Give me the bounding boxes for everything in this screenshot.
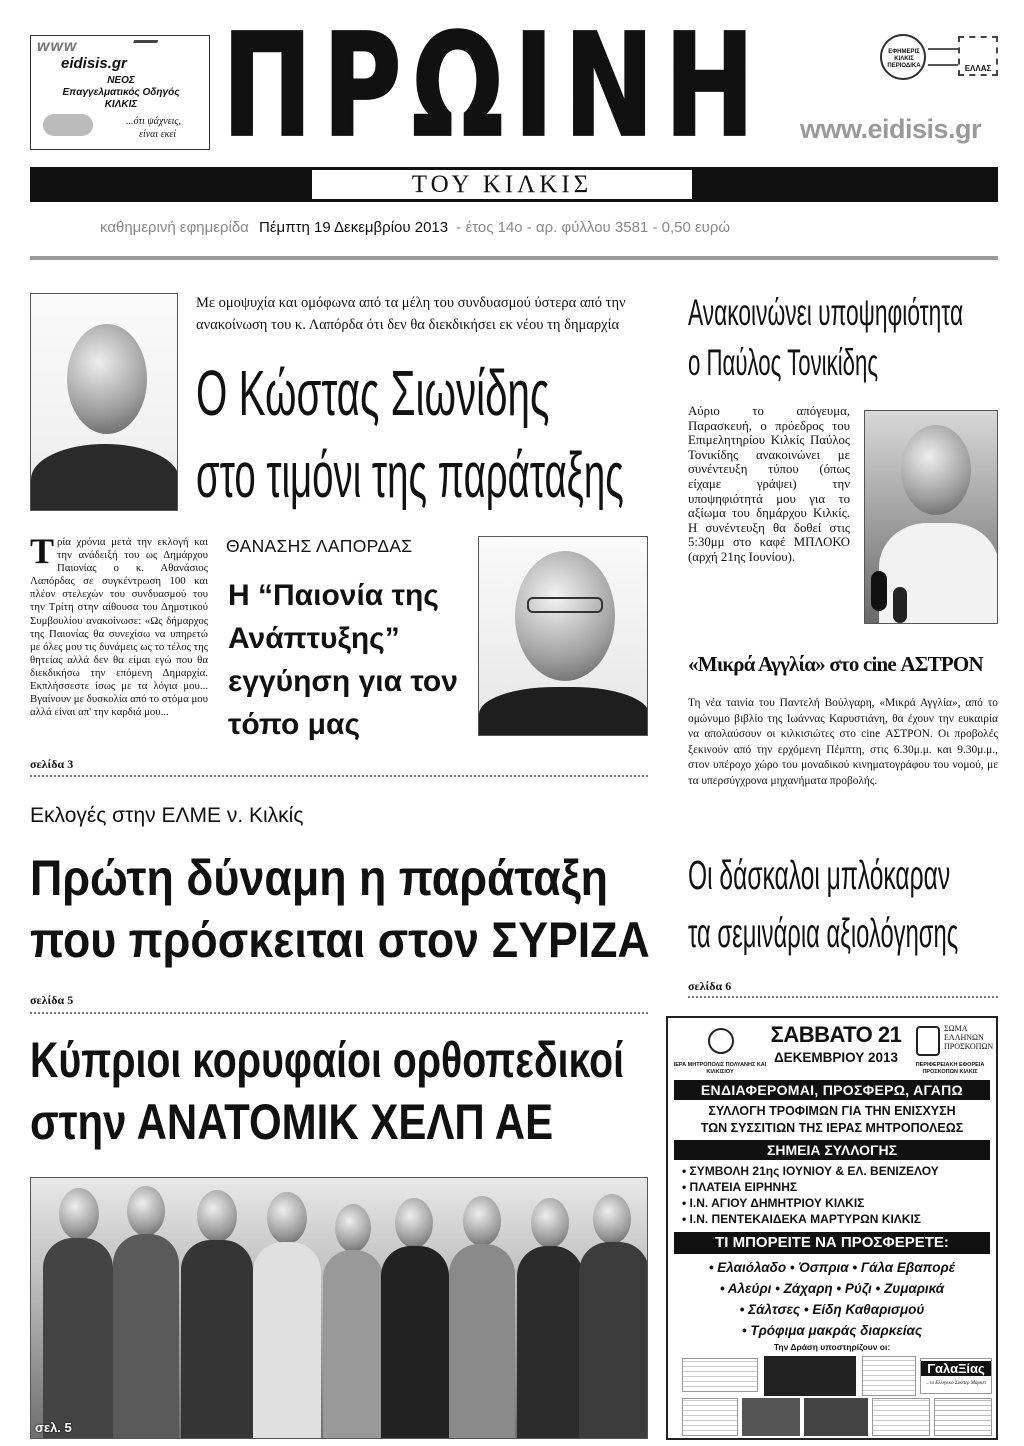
lead-page-ref[interactable]: σελίδα 3 xyxy=(30,757,74,771)
sponsors-label: Την Δράση υποστηρίζουν οι: xyxy=(773,1342,891,1352)
elme-headline-1-text: Πρώτη δύναμη η παράταξη xyxy=(30,850,609,906)
postmark-lines-icon xyxy=(928,48,958,66)
tonikidis-headline-2-text: ο Παύλος Τονικίδης xyxy=(688,342,879,383)
person-4-body xyxy=(253,1242,321,1439)
elme-divider xyxy=(30,1012,648,1014)
lead-body-text: ρία χρόνια μετά την εκλογή και την ανάδειξή του ως Δημάρχου Παιονίας ο κ. Αθανάσιος Λαπόρδας σε συγκέντρωση 100 και πλέον στελεχών του συνδυασμού του την Τρίτη στην αίθουσα του Δημοτικού Συμβουλίου ανακοίνωσε: «Ως δήμαρχος της Παιονίας θα συνεχίσω να υπηρετώ με όλες μου τις δυνάμεις ως το τέλος της θητείας αλλά δεν θα είμαι εγώ που θα διεκδικήσω την επόμενη Δημαρχία. Εκπλήσσεστε ίσως με τα λόγια μου... Βγαίνουν με δυσκολία από το στόμα μου αλλά είναι απ' την καρδιά μου... xyxy=(30,536,208,719)
elme-kicker: Εκλογές στην ΕΛΜΕ ν. Κιλκίς xyxy=(30,804,304,827)
tonikidis-headline-1 xyxy=(688,290,1000,338)
cyprus-headline-2-text: στην ΑΝΑΤΟΜΙΚ ΧΕΛΠ ΑΕ xyxy=(30,1094,554,1150)
offer-line-4: • Τρόφιμα μακράς διαρκείας xyxy=(741,1323,923,1338)
postal-stamp-icon xyxy=(880,34,926,80)
greek-stamp-icon xyxy=(958,36,998,76)
person-8-body xyxy=(517,1246,583,1439)
dateline xyxy=(100,219,960,236)
advert-date-2: ΔΕΚΕΜΒΡΙΟΥ 2013 xyxy=(773,1050,899,1065)
elme-headline-2 xyxy=(30,910,650,970)
person-5-body xyxy=(323,1250,383,1439)
ad-city-label: ΚΙΛΚΙΣ xyxy=(104,99,138,110)
person-3-body xyxy=(181,1240,253,1439)
person-1-body xyxy=(43,1238,113,1439)
sionidis-suit xyxy=(31,444,178,511)
microphone-icon-2 xyxy=(893,587,907,623)
sponsor-logo-1 xyxy=(682,1358,758,1392)
person-9-body xyxy=(579,1242,648,1439)
scouts-label-1: ΣΩΜΑ xyxy=(944,1024,968,1033)
cine-body: Τη νέα ταινία του Παντελή Βούλγαρη, «Μικρά Αγγλία», από το ομώνυμο βιβλίο της Ιωάννας Καρυστιάνη, θα έχουν την ευκαιρία να απολαύσουν οι κιλκισιώτες στο cine ΑΣΤΡΟΝ. Οι προβολές ξεκινούν από την ερχόμενη Πέμπτη, στις 6.30μ.μ. και 9.30μ.μ., στον υπέροχο χώρο του μοναδικού κινηματογράφου του νομού, με τα υπερσύγχρονα μηχανήματα προβολής. xyxy=(688,697,998,787)
tonikidis-photo xyxy=(864,410,998,624)
elme-headline-1 xyxy=(30,848,650,908)
collection-point-3: • Ι.Ν. ΑΓΙΟΥ ΔΗΜΗΤΡΙΟΥ ΚΙΛΚΙΣ xyxy=(682,1196,865,1210)
galaxias-brand: ΓαλαΞίας xyxy=(921,1361,991,1376)
tonikidis-headline-2 xyxy=(688,340,1000,388)
dateline-date: Πέμπτη 19 Δεκεμβρίου 2013 xyxy=(259,219,449,236)
person-1 xyxy=(59,1188,99,1240)
galaxias-tagline: ...το Ελληνικό Σούπερ Μάρκετ xyxy=(925,1381,987,1386)
dateline-left: καθημερινή εφημερίδα xyxy=(100,219,249,236)
lead-divider xyxy=(30,775,648,777)
person-5 xyxy=(335,1204,371,1252)
cyprus-page-ref[interactable]: σελ. 5 xyxy=(35,1420,72,1435)
header-divider xyxy=(30,256,998,260)
sponsor-logo-2 xyxy=(764,1356,856,1396)
person-4 xyxy=(267,1192,307,1244)
tonikidis-body-1 xyxy=(688,404,850,565)
subtitle-text: ΤΟΥ ΚΙΛΚΙΣ xyxy=(312,170,692,199)
advert-date-1: ΣΑΒΒΑΤΟ 21 xyxy=(770,1022,902,1047)
glasses-icon xyxy=(527,597,603,613)
person-2 xyxy=(127,1186,165,1236)
advert-banner-2: ΣΗΜΕΙΑ ΣΥΛΛΟΓΗΣ xyxy=(674,1140,990,1160)
postal-stamp-text: ΕΦΗΜΕΡΙΣ ΚΙΛΚΙΣ ΠΕΡΙΟΔΙΚΑ xyxy=(887,49,921,69)
greek-stamp-text: ΕΛΛΑΣ xyxy=(964,64,992,73)
cyprus-headline-1-text: Κύπριοι κορυφαίοι ορθοπεδικοί xyxy=(30,1032,625,1088)
collection-point-2: • ΠΛΑΤΕΙΑ ΕΙΡΗΝΗΣ xyxy=(682,1180,798,1194)
sponsor-logo-8 xyxy=(934,1398,992,1436)
advert-banner-3: ΤΙ ΜΠΟΡΕΙΤΕ ΝΑ ΠΡΟΣΦΕΡΕΤΕ: xyxy=(674,1232,990,1254)
elme-headline-2-text: που πρόσκειται στον ΣΥΡΙΖΑ xyxy=(30,912,650,968)
person-2-body xyxy=(113,1234,179,1439)
www-logo: www xyxy=(37,38,78,55)
cine-headline: «Μικρά Αγγλία» στο cine ΑΣΤΡΟΝ xyxy=(688,652,983,676)
ad-slogan-1: ...ότι ψάχνεις, xyxy=(126,116,181,127)
lead-headline-1-text: Ο Κώστας Σιωνίδης xyxy=(196,358,550,428)
sionidis-photo xyxy=(30,293,178,511)
doctors-group-photo xyxy=(30,1177,648,1439)
tonikidis-body-text: Αύριο το απόγευμα, Παρασκευή, ο πρόεδρος του Επιμελητηρίου Κιλκίς Παύλος Τονικίδης ανακοινώνει με συνέντευξη τύπου (όπως είχαμε γράψει) την υποψηφιότητά μου για το αξίωμα του δημάρχου Κιλκίς. Η συνέντευξη θα δοθεί στις 5:30μμ στο καφέ ΜΠΛΟΚΟ (αρχή 21ης Ιουνίου). xyxy=(688,404,850,564)
teachers-headline-1-text: Οι δάσκαλοι μπλόκαραν xyxy=(688,852,951,898)
metropolis-logo-icon xyxy=(708,1028,734,1054)
cyprus-headline-1 xyxy=(30,1030,650,1090)
ad-slogan-2: είναι εκεί xyxy=(139,129,177,140)
elme-page-ref[interactable]: σελίδα 5 xyxy=(30,993,74,1007)
lapordas-suit xyxy=(479,687,648,736)
person-6 xyxy=(395,1198,433,1248)
scouts-logo-icon xyxy=(916,1026,940,1056)
teachers-page-ref[interactable]: σελίδα 6 xyxy=(688,979,732,993)
advert-banner-1: ΕΝΔΙΑΦΕΡΟΜΑΙ, ΠΡΟΣΦΕΡΩ, ΑΓΑΠΩ xyxy=(674,1080,990,1100)
person-7-body xyxy=(449,1244,515,1439)
lead-headline-2-text: στο τιμόνι της παράταξης xyxy=(196,440,624,510)
sponsor-logo-3 xyxy=(862,1356,916,1396)
sponsor-logo-4 xyxy=(682,1398,738,1436)
website-url[interactable]: www.eidisis.gr xyxy=(800,114,982,144)
hand-icon xyxy=(43,114,93,136)
scouts-label-2: ΕΛΛΗΝΩΝ xyxy=(944,1033,984,1042)
metropolis-label: ΙΕΡΑ ΜΗΤΡΟΠΟΛΙΣ ΠΟΛΥΑΝΗΣ ΚΑΙ ΚΙΛΚΙΣΙΟΥ xyxy=(673,1062,767,1075)
person-8 xyxy=(531,1198,569,1248)
food-drive-advert xyxy=(666,1016,998,1440)
advert-collect-2: ΤΩΝ ΣΥΣΣΙΤΙΩΝ ΤΗΣ ΙΕΡΑΣ ΜΗΤΡΟΠΟΛΕΩΣ xyxy=(700,1121,964,1135)
dateline-right: - έτος 14ο - αρ. φύλλου 3581 - 0,50 ευρώ xyxy=(456,219,731,236)
sionidis-face xyxy=(67,324,147,434)
lapordas-photo xyxy=(478,536,648,736)
eidisis-logo: eidisis.gr xyxy=(61,55,127,72)
sponsor-logo-5 xyxy=(742,1398,800,1436)
running-man-icon xyxy=(128,40,159,58)
tonikidis-face xyxy=(901,425,971,515)
tonikidis-headline-1-text: Ανακοινώνει υποψηφιότητα xyxy=(688,292,964,333)
collection-point-4: • Ι.Ν. ΠΕΝΤΕΚΑΙΔΕΚΑ ΜΑΡΤΥΡΩΝ ΚΙΛΚΙΣ xyxy=(682,1212,921,1226)
teachers-headline-1 xyxy=(688,850,1000,902)
cyprus-headline-2 xyxy=(30,1092,650,1152)
ad-guide-label: Επαγγελματικός Οδηγός xyxy=(62,87,180,98)
person-7 xyxy=(463,1196,501,1246)
lead-kicker: Με ομοψυχία και ομόφωνα από τα μέλη του συνδυασμού ύστερα από την ανακοίνωση του κ. Λαπόρδα ότι δεν θα διεκδικήσει εκ νέου τη δημαρχία xyxy=(196,295,626,333)
quote-headline: Η “Παιονία της Ανάπτυξης” εγγύηση για τον τόπο μας xyxy=(228,579,458,741)
quote-name: ΘΑΝΑΣΗΣ ΛΑΠΟΡΔΑΣ xyxy=(226,536,413,556)
masthead-title xyxy=(222,20,822,160)
teachers-headline-2 xyxy=(688,908,1000,960)
offer-line-1: • Ελαιόλαδο • Όσπρια • Γάλα Εβαπορέ xyxy=(708,1260,956,1275)
person-9 xyxy=(593,1194,631,1244)
lead-headline-2 xyxy=(196,440,651,510)
offer-line-2: • Αλεύρι • Ζάχαρη • Ρύζι • Ζυμαρικά xyxy=(719,1281,945,1296)
lead-body xyxy=(30,531,208,719)
person-3 xyxy=(197,1190,237,1242)
galaxias-logo xyxy=(920,1358,992,1394)
lead-headline-1 xyxy=(196,358,646,428)
scouts-label-3: ΠΡΟΣΚΟΠΩΝ xyxy=(944,1042,994,1051)
masthead-title-text: ΠΡΩΙΝΗ xyxy=(222,20,765,160)
microphone-icon xyxy=(871,571,887,611)
teachers-divider xyxy=(688,996,998,998)
ad-new-label: ΝΕΟΣ xyxy=(107,75,135,86)
sponsor-logo-6 xyxy=(804,1398,868,1436)
teachers-headline-2-text: τα σεμινάρια αξιολόγησης xyxy=(688,910,959,956)
advert-collect-1: ΣΥΛΛΟΓΗ ΤΡΟΦΙΜΩΝ ΓΙΑ ΤΗΝ ΕΝΙΣΧΥΣΗ xyxy=(708,1104,956,1118)
person-6-body xyxy=(381,1246,449,1439)
sponsor-logo-7 xyxy=(872,1398,930,1436)
scouts-region-label: ΠΕΡΙΦΕΡΕΙΑΚΗ ΕΦΟΡΕΙΑ ΠΡΟΣΚΟΠΩΝ ΚΙΛΚΙΣ xyxy=(915,1062,985,1075)
lapordas-face xyxy=(515,551,615,681)
lead-dropcap: Τ xyxy=(30,531,55,571)
collection-point-1: • ΣΥΜΒΟΛΗ 21ης ΙΟΥΝΙΟΥ & ΕΛ. ΒΕΝΙΖΕΛΟΥ xyxy=(682,1164,939,1178)
eidisis-ad-box[interactable] xyxy=(30,35,210,150)
offer-line-3: • Σάλτσες • Είδη Καθαρισμού xyxy=(739,1302,925,1317)
